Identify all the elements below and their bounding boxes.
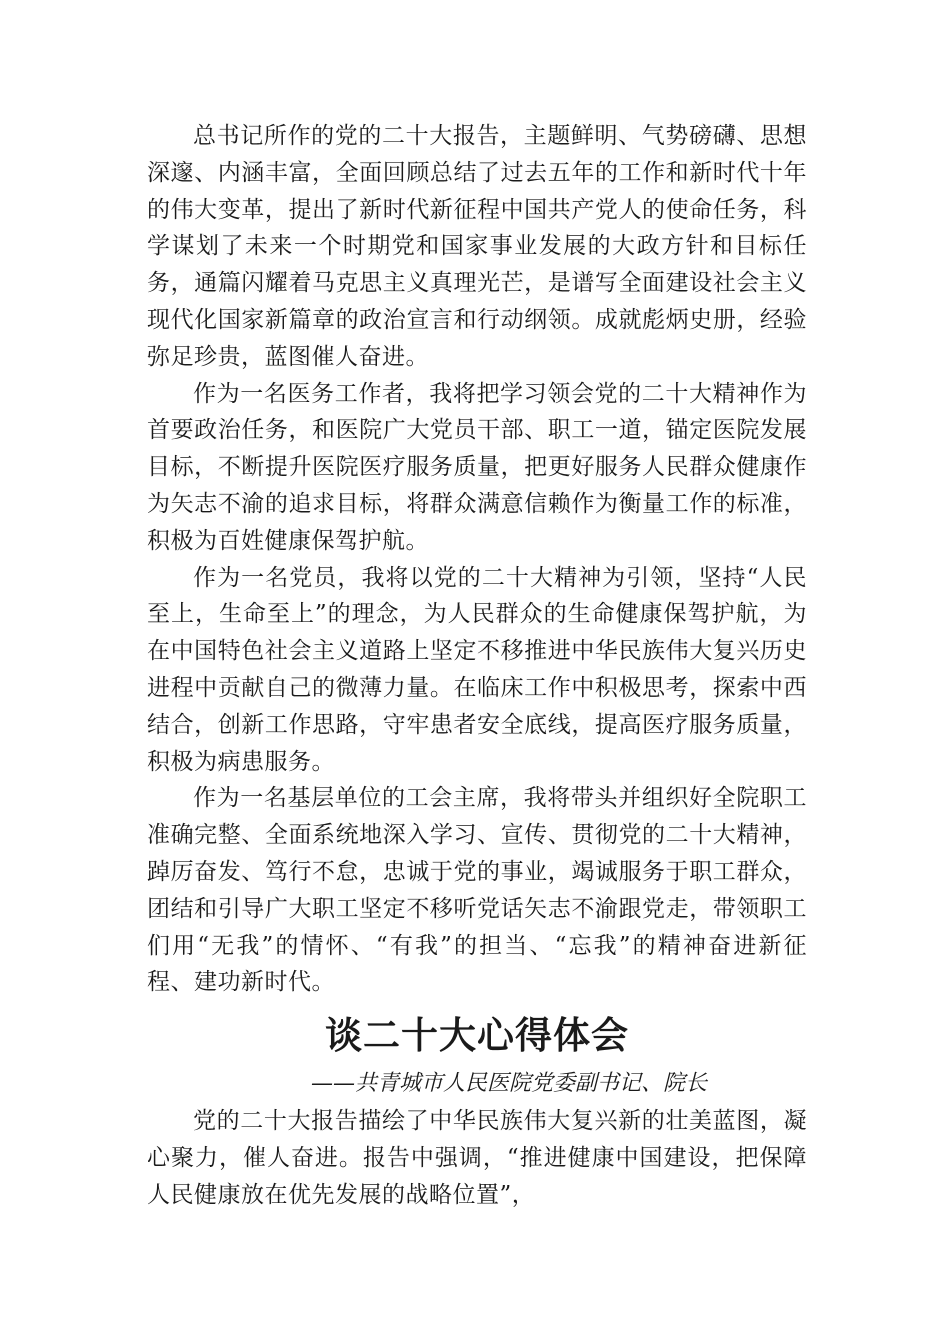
document-page [147, 118, 807, 1214]
body-paragraph: 总书记所作的党的二十大报告，主题鲜明、气势磅礴、思想深邃、内涵丰富，全面回顾总结了过去五年的工作和新时代十年的伟大变革，提出了新时代新征程中国共产党人的使命任务，科学谋划了未来一个时期党和国家事业发展的大政方针和目标任务，通篇闪耀着马克思主义真理光芒，是谱写全面建设社会主义现代化国家新篇章的政治宣言和行动纲领。成就彪炳史册，经验弥足珍贵，蓝图催人奋进。 [147, 123, 807, 370]
section-title: 谈二十大心得体会 [325, 1013, 629, 1058]
section-subtitle: ——共青城市人民医院党委副书记、院长 [310, 1071, 707, 1097]
body-paragraph: 作为一名党员，我将以党的二十大精神为引领，坚持“人民至上，生命至上”的理念，为人民群众的生命健康保驾护航，为在中国特色社会主义道路上坚定不移推进中华民族伟大复兴历史进程中贡献自己的微薄力量。在临床工作中积极思考，探索中西结合，创新工作思路，守牢患者安全底线，提高医疗服务质量，积极为病患服务。 [147, 564, 807, 775]
body-paragraph: 作为一名医务工作者，我将把学习领会党的二十大精神作为首要政治任务，和医院广大党员干部、职工一道，锚定医院发展目标，不断提升医院医疗服务质量，把更好服务人民群众健康作为矢志不渝的追求目标，将群众满意信赖作为衡量工作的标准，积极为百姓健康保驾护航。 [147, 380, 807, 554]
body-paragraph: 作为一名基层单位的工会主席，我将带头并组织好全院职工准确完整、全面系统地深入学习、宣传、贯彻党的二十大精神，踔厉奋发、笃行不怠，忠诚于党的事业，竭诚服务于职工群众，团结和引导广大职工坚定不移听党话矢志不渝跟党走，带领职工们用“无我”的情怀、“有我”的担当、“忘我”的精神奋进新征程、建功新时代。 [147, 785, 807, 996]
body-paragraph: 党的二十大报告描绘了中华民族伟大复兴新的壮美蓝图，凝心聚力，催人奋进。报告中强调，“推进健康中国建设，把保障人民健康放在优先发展的战略位置”， [147, 1108, 807, 1208]
